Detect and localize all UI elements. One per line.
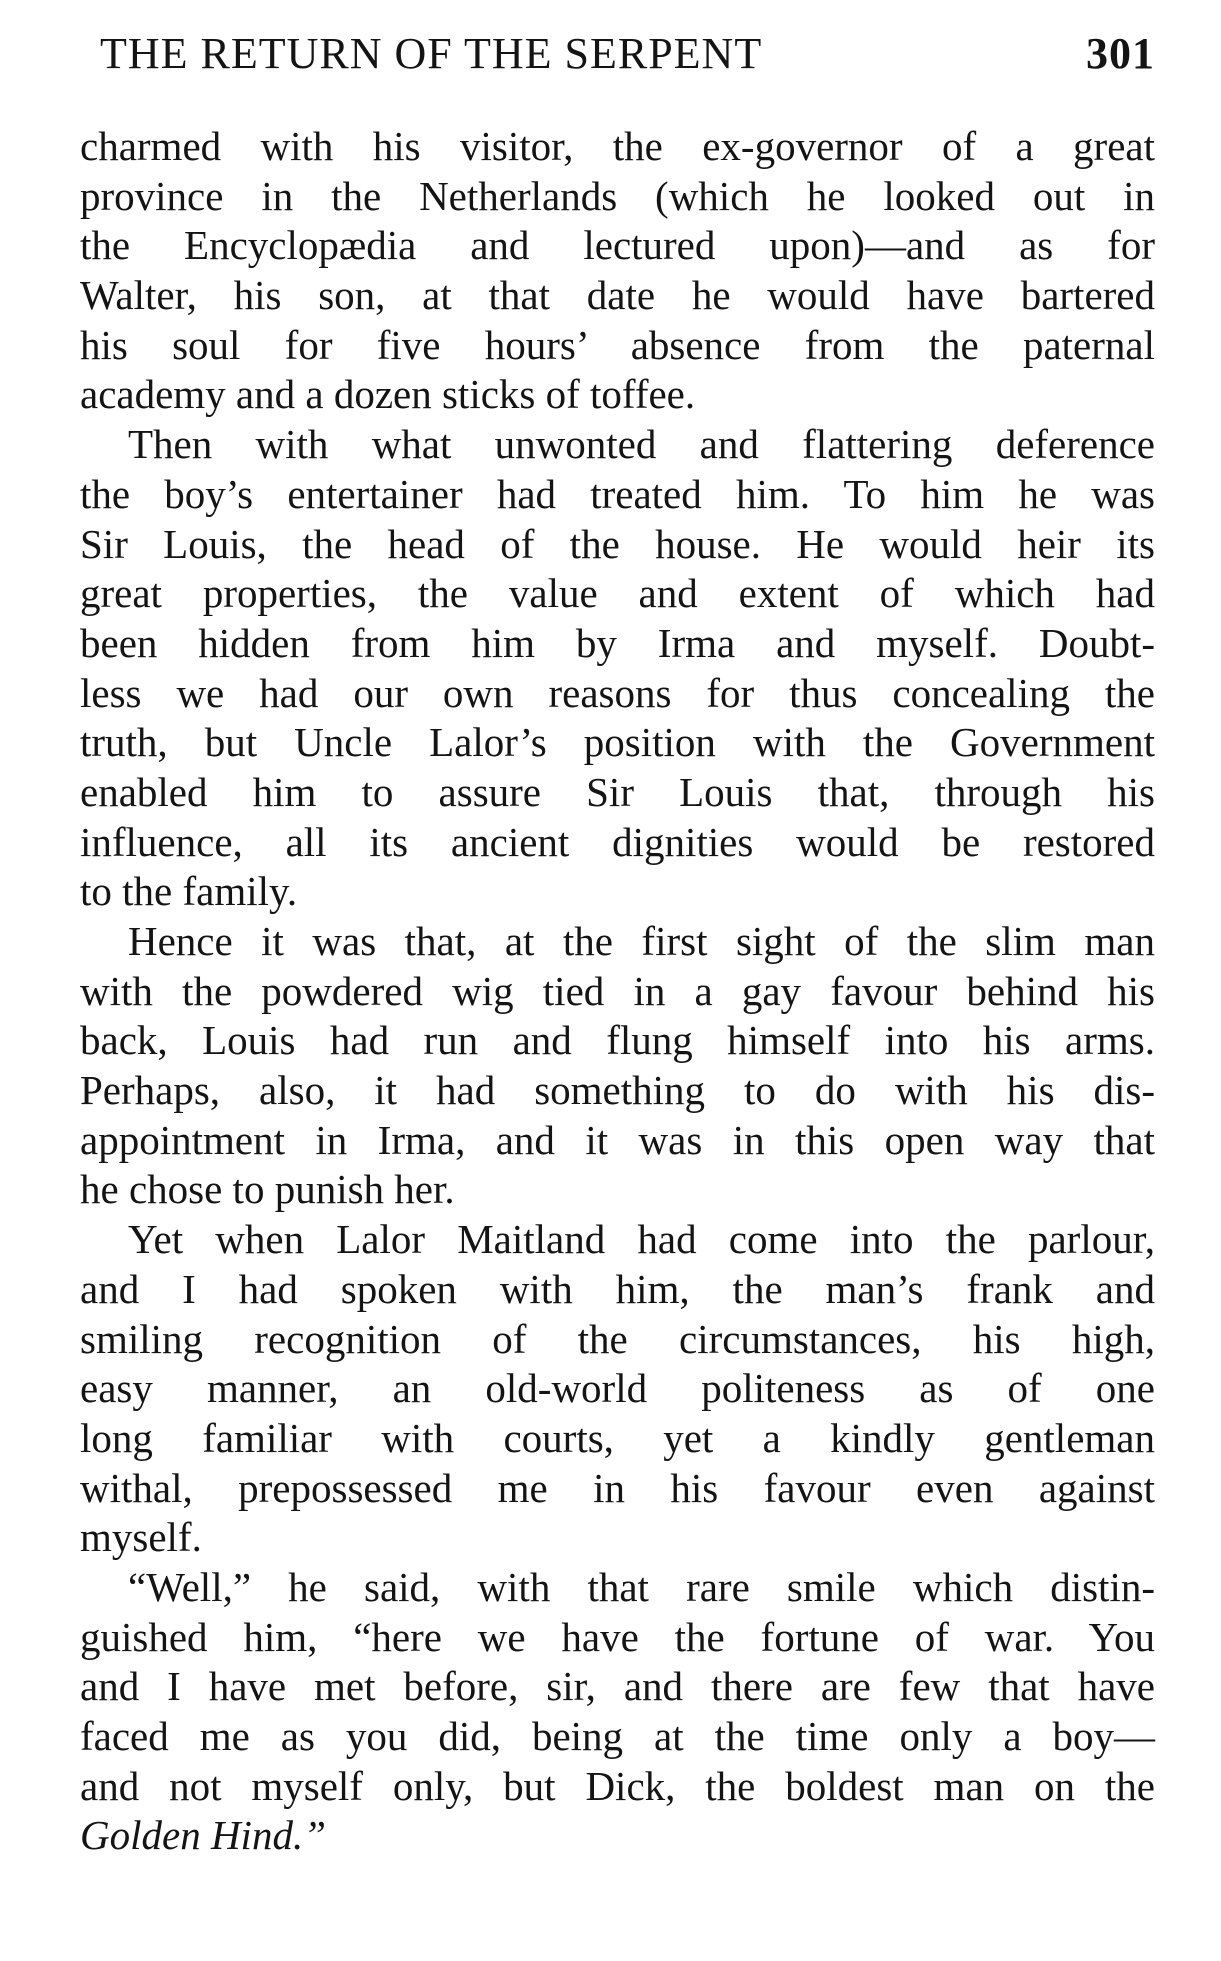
body-text [80, 122, 1155, 1861]
text-line: Walter, his son, at that date he would have bartered [80, 272, 1155, 319]
text-line: Yet when Lalor Maitland had come into the parlour, [128, 1216, 1155, 1263]
text-line: “Well,” he said, with that rare smile which distin- [128, 1563, 1155, 1610]
text-line: and I have met before, sir, and there are few that have [80, 1663, 1155, 1710]
text-line: Then with what unwonted and flattering deference [128, 421, 1155, 468]
text-line: charmed with his visitor, the ex-governor of a great [80, 123, 1155, 169]
text-line: he chose to punish her. [80, 1166, 455, 1213]
text-line: his soul for five hours’ absence from the paternal [80, 321, 1155, 368]
text-line: the boy’s entertainer had treated him. To him he was [80, 470, 1155, 517]
running-head [100, 24, 1155, 84]
text-line: long familiar with courts, yet a kindly gentleman [80, 1414, 1155, 1461]
text-line: Perhaps, also, it had something to do with his dis- [80, 1067, 1155, 1114]
text-line: less we had our own reasons for thus concealing the [80, 669, 1155, 716]
text-line: guished him, “here we have the fortune of war. You [80, 1613, 1155, 1660]
text-line: enabled him to assure Sir Louis that, through his [80, 768, 1155, 815]
text-line: great properties, the value and extent of which had [80, 570, 1155, 617]
text-line: easy manner, an old-world politeness as of one [80, 1365, 1155, 1412]
text-line: faced me as you did, being at the time only a boy— [80, 1713, 1155, 1759]
text-line: and I had spoken with him, the man’s frank and [80, 1265, 1155, 1312]
text-line: Hence it was that, at the first sight of the slim man [128, 918, 1155, 964]
text-line: been hidden from him by Irma and myself. Doubt- [80, 619, 1155, 666]
text-line: with the powdered wig tied in a gay favour behind his [80, 967, 1155, 1014]
text-line: smiling recognition of the circumstances, his high, [80, 1315, 1155, 1362]
text-line: truth, but Uncle Lalor’s position with the Government [80, 719, 1155, 766]
text-line: academy and a dozen sticks of toffee. [80, 371, 696, 418]
text-line: appointment in Irma, and it was in this open way that [80, 1116, 1155, 1163]
text-line: influence, all its ancient dignities would be restored [80, 818, 1155, 865]
text-line: back, Louis had run and flung himself into his arms. [80, 1017, 1155, 1064]
running-title: THE RETURN OF THE SERPENT [100, 29, 763, 78]
text-line: the Encyclopædia and lectured upon)—and as for [80, 222, 1155, 269]
page-number: 301 [1086, 29, 1155, 78]
text-line: myself. [80, 1514, 202, 1561]
text-line: province in the Netherlands (which he looked out in [80, 172, 1155, 219]
text-line: and not myself only, but Dick, the boldest man on the [80, 1762, 1155, 1809]
text-line: to the family. [80, 868, 298, 915]
text-line: withal, prepossessed me in his favour even against [80, 1464, 1155, 1511]
text-line: Golden Hind.” [80, 1812, 326, 1859]
text-line: Sir Louis, the head of the house. He would heir its [80, 520, 1155, 567]
